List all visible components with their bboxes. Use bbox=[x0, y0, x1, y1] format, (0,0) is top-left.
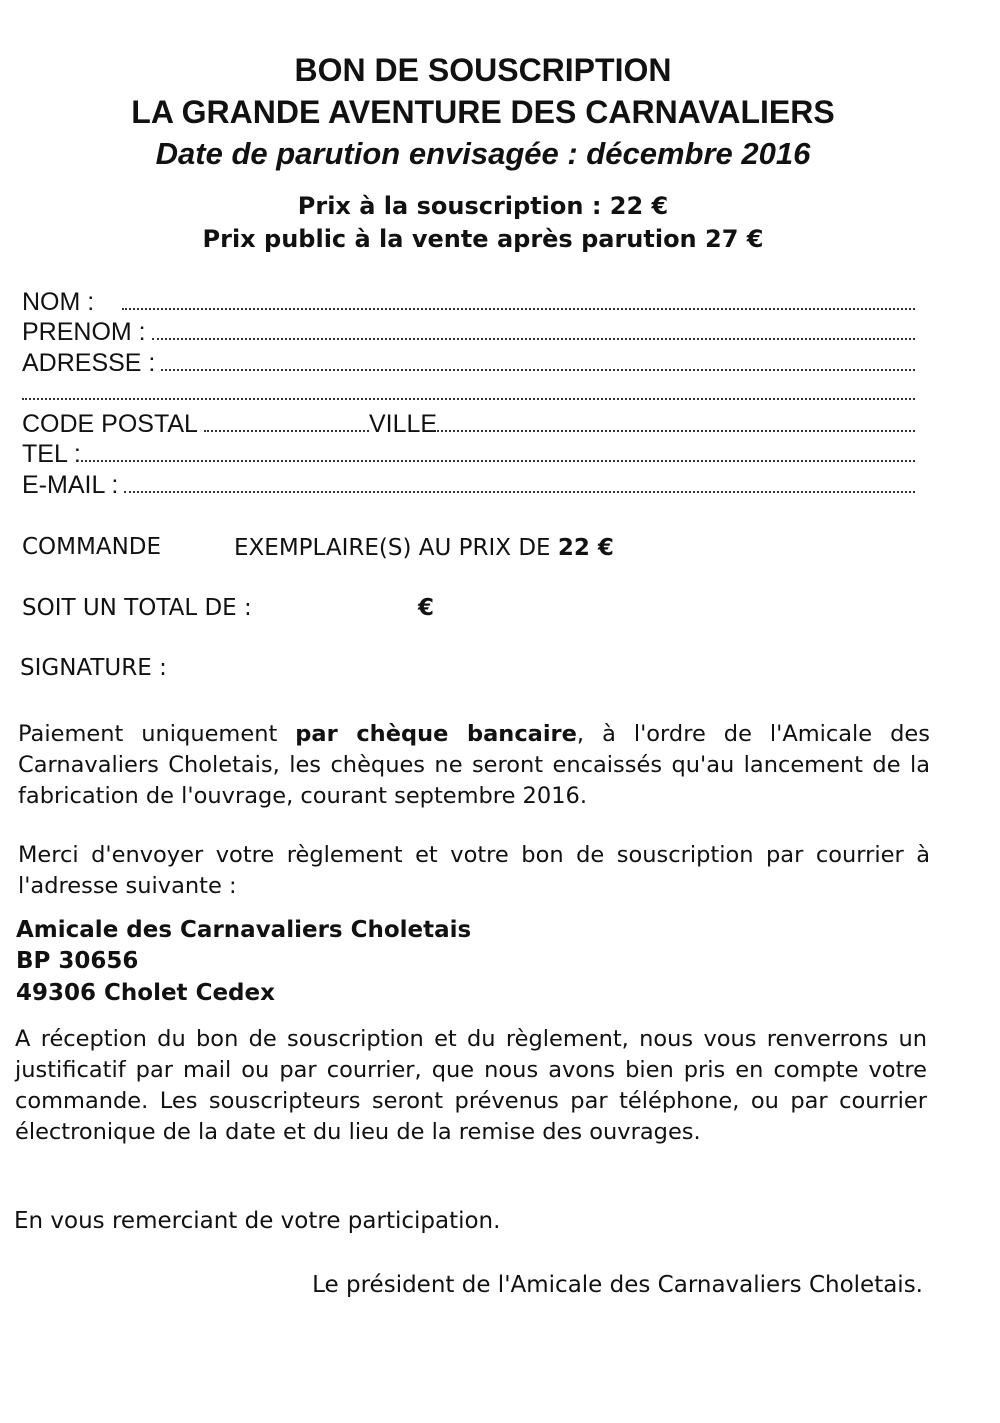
send-paragraph: Merci d'envoyer votre règlement et votre bon de souscription par courrier à l'adresse suivante : bbox=[18, 842, 930, 899]
address-city: 49306 Cholet Cedex bbox=[16, 980, 275, 1006]
tel-label: TEL : bbox=[22, 440, 81, 468]
address-name: Amicale des Carnavaliers Choletais bbox=[16, 917, 472, 943]
signoff: Le président de l'Amicale des Carnavaliers Choletais. bbox=[312, 1272, 923, 1298]
thanks: En vous remerciant de votre participation. bbox=[14, 1208, 501, 1234]
commande-label: COMMANDE bbox=[22, 534, 162, 560]
field-tel[interactable] bbox=[22, 440, 915, 470]
ville-label: VILLE bbox=[368, 410, 438, 438]
field-email[interactable] bbox=[22, 471, 915, 501]
adresse-input-2[interactable] bbox=[22, 378, 915, 400]
field-adresse-2[interactable] bbox=[22, 378, 915, 408]
email-input[interactable] bbox=[124, 471, 915, 493]
adresse-input[interactable] bbox=[161, 349, 915, 371]
field-code-ville[interactable] bbox=[22, 410, 915, 440]
reception-paragraph: A réception du bon de souscription et du règlement, nous vous renverrons un justificatif par mail ou par courrier, que nous avons bien pris en compte votre commande. Les souscripteurs seront prévenus par téléphone, ou par courrier électronique de la date et du lieu de la remise des ouvrages. bbox=[15, 1026, 927, 1145]
address-bp: BP 30656 bbox=[16, 948, 139, 974]
title: BON DE SOUSCRIPTION bbox=[294, 52, 672, 88]
exemplaires-line bbox=[234, 535, 614, 561]
prenom-label: PRENOM : bbox=[22, 318, 146, 346]
field-prenom[interactable] bbox=[22, 318, 915, 348]
code-postal-input[interactable] bbox=[204, 410, 369, 432]
nom-label: NOM : bbox=[22, 288, 95, 316]
exemplaires-label: EXEMPLAIRE(S) AU PRIX DE bbox=[234, 535, 551, 561]
code-postal-label: CODE POSTAL bbox=[22, 410, 198, 438]
subscription-price: Prix à la souscription : 22 € bbox=[297, 192, 669, 220]
payment-text: Paiement uniquement bbox=[18, 721, 296, 747]
ville-input[interactable] bbox=[437, 410, 915, 432]
adresse-label: ADRESSE : bbox=[22, 349, 156, 377]
total-label: SOIT UN TOTAL DE : bbox=[22, 595, 252, 621]
email-label: E-MAIL : bbox=[22, 471, 119, 499]
payment-text-2: , à l'ordre de l'Amicale des Carnavaliers Choletais, les chèques ne seront encaissés qu'au lancement de la fabrication de l'ouvrage, courant septembre 2016. bbox=[18, 721, 930, 809]
total-currency: € bbox=[418, 595, 435, 621]
nom-input[interactable] bbox=[122, 288, 915, 310]
publication-date: Date de parution envisagée : décembre 2016 bbox=[155, 136, 811, 171]
signature-label: SIGNATURE : bbox=[20, 655, 167, 681]
tel-input[interactable] bbox=[81, 440, 915, 462]
field-nom[interactable] bbox=[22, 288, 915, 318]
field-adresse[interactable] bbox=[22, 349, 915, 379]
subtitle: LA GRANDE AVENTURE DES CARNAVALIERS bbox=[131, 94, 835, 130]
payment-paragraph bbox=[18, 719, 930, 812]
public-price: Prix public à la vente après parution 27 € bbox=[202, 225, 764, 253]
unit-price: 22 € bbox=[557, 535, 614, 561]
payment-method: par chèque bancaire bbox=[295, 721, 577, 747]
prenom-input[interactable] bbox=[152, 318, 915, 340]
